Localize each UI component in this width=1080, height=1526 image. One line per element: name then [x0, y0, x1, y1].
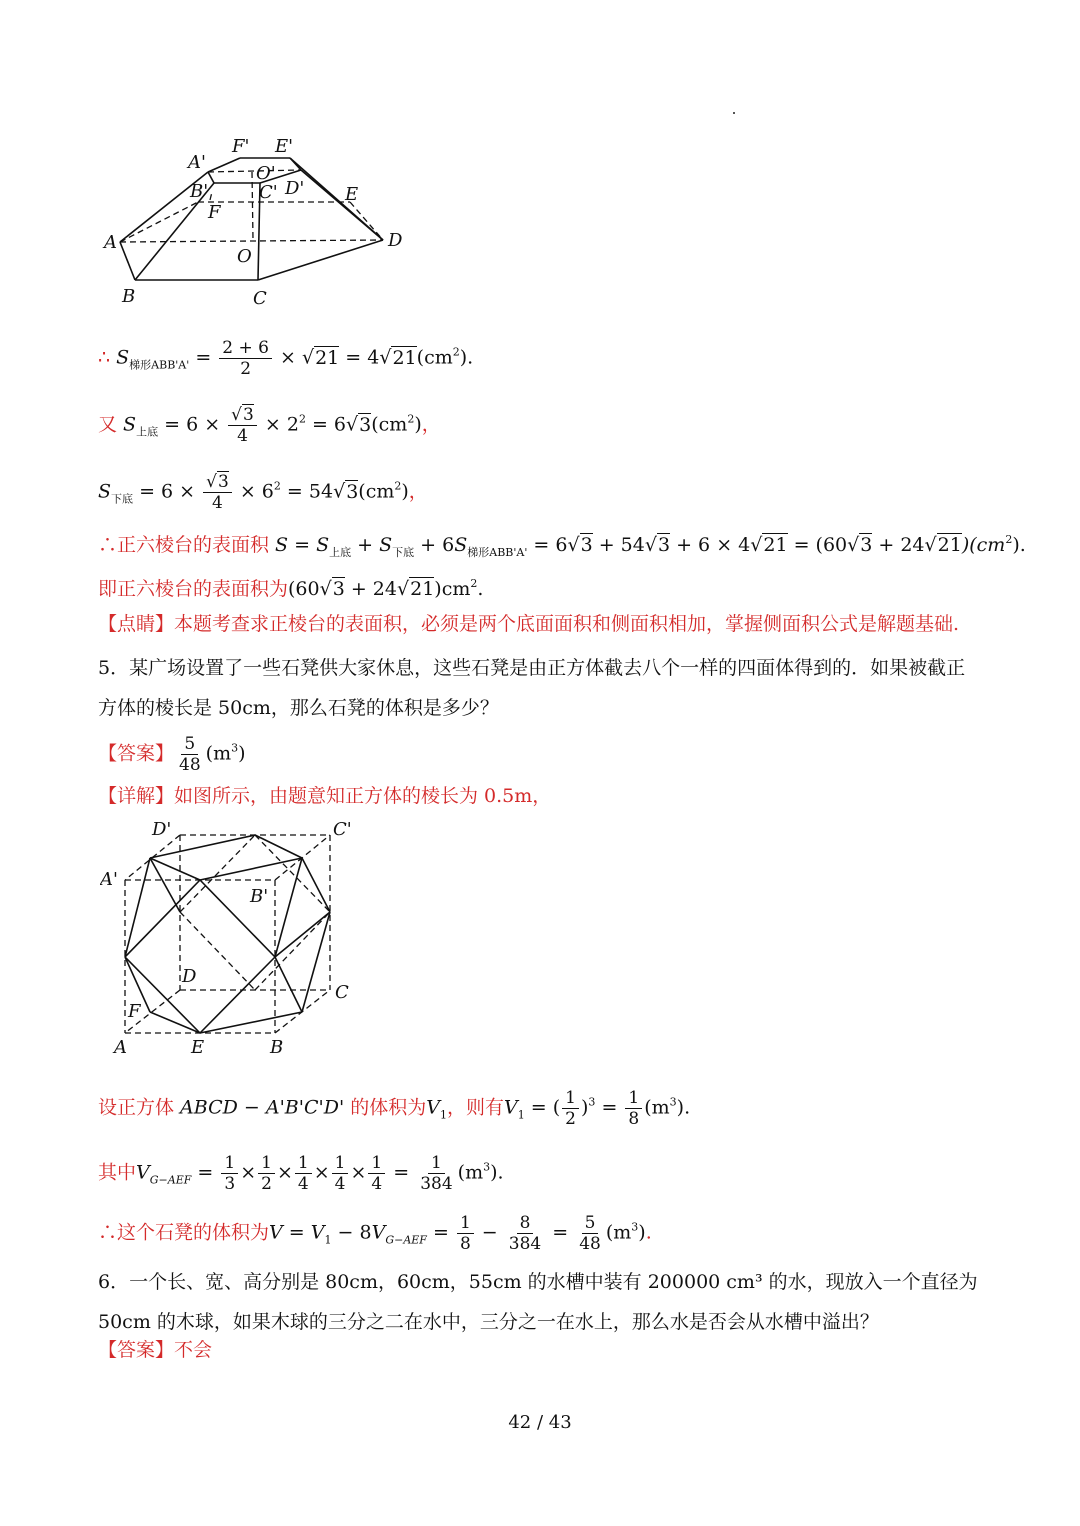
figure-label: F — [128, 1001, 141, 1022]
figure-label: A' — [188, 152, 206, 173]
figure-label: D — [182, 966, 197, 987]
figure-label: A — [114, 1037, 127, 1058]
solid-edge — [200, 957, 275, 1033]
figure-label: F — [208, 202, 221, 223]
solid-edge — [255, 835, 302, 858]
figure-label: D' — [285, 178, 305, 199]
hidden-edge — [252, 172, 253, 240]
stray-dot — [733, 112, 735, 114]
calc-stool-volume: ∴这个石凳的体积为$V = V_1 - 8V_{G-AEF}$ = $\frac{1}{8}$ − $\frac{8}{384}$ = $\frac{5}{48}$ $(m^3)$. — [98, 1213, 652, 1254]
cube-edge — [275, 835, 330, 880]
figure-label: B — [122, 286, 136, 307]
frustum-figure — [100, 130, 420, 315]
hidden-edge — [180, 835, 255, 912]
calc-top-base: 又 $S_{上底} = 6$ × $\frac{√3}{4}$ × $2^2 = 6√3(cm^2)$， — [98, 405, 441, 446]
figure-label: D — [388, 230, 403, 251]
solid-edge — [275, 858, 302, 957]
solid-edge — [125, 880, 200, 957]
figure-label: E — [345, 184, 359, 205]
calc-trapezoid-area: ∴ $S_{梯形ABB'A'}$ = $\frac{2 + 6}{2}$ × $√21 = 4√21(cm^2)$. — [98, 338, 474, 379]
hidden-edge — [120, 240, 383, 242]
hidden-edge — [120, 202, 198, 242]
figure-label: O — [237, 246, 252, 267]
figure-label: O' — [256, 163, 276, 184]
solid-edge — [150, 858, 180, 912]
truncated-cube-figure — [100, 815, 370, 1065]
figure-label: A' — [100, 869, 118, 890]
figure-label: B' — [250, 886, 269, 907]
edge — [120, 242, 135, 280]
edge — [208, 172, 214, 183]
solid-edge — [150, 1012, 200, 1033]
edge — [208, 158, 240, 172]
hidden-edge — [208, 170, 301, 172]
figure-label: E — [191, 1037, 205, 1058]
figure-label: D' — [152, 819, 172, 840]
figure-label: C' — [333, 819, 352, 840]
figure-label: A — [104, 232, 117, 253]
solid-edge — [275, 957, 302, 1012]
edge — [258, 240, 383, 280]
edge — [290, 158, 383, 240]
solid-edge — [125, 858, 150, 957]
figure-label: B — [270, 1037, 284, 1058]
calc-cube-volume: 设正方体 ABCD − A'B'C'D' 的体积为$V_1$，则有$V_1$ = ( $\frac{1}{2}$ )$^3$ = $\frac{1}{8}$ $(m^3)$. — [98, 1088, 691, 1129]
figure-label: C' — [259, 182, 278, 203]
solid-edge — [200, 858, 302, 880]
figure-label: C — [335, 982, 349, 1003]
detail-5: 【详解】如图所示，由题意知正方体的棱长为 0.5m， — [98, 785, 552, 807]
solid-edge — [200, 1012, 302, 1033]
question-5: 5．某广场设置了一些石凳供大家休息，这些石凳是由正方体截去八个一样的四面体得到的．如果被截正方体的棱长是 50cm，那么石凳的体积是多少？ — [98, 657, 966, 719]
figure-label: C — [253, 288, 267, 309]
calc-bottom-base: $S_{下底} = 6$ × $\frac{√3}{4}$ × $6^2 = 54√3(cm^2)$， — [98, 472, 428, 513]
solid-edge — [302, 912, 330, 1012]
hidden-edge — [210, 192, 212, 200]
solid-edge — [302, 858, 330, 912]
solid-edge — [150, 858, 200, 880]
question-6: 6．一个长、宽、高分别是 80cm，60cm，55cm 的水槽中装有 200000 cm³ 的水，现放入一个直径为 50cm 的木球，如果木球的三分之二在水中，三分之一在水上，那么水是否会从水槽中溢出？ — [98, 1271, 978, 1333]
solid-edge — [275, 912, 330, 957]
figure-label: B' — [190, 181, 209, 202]
hidden-edge — [350, 202, 383, 240]
figure-label: E' — [275, 136, 294, 157]
calc-tetrahedron-volume: 其中$V_{G-AEF}$ = $\frac{1}{3}$ × $\frac{1}{2}$ × $\frac{1}{4}$ × $\frac{1}{4}$ × $\frac{1}{4}$ = $\frac{1}{384}$ $(m^3)$. — [98, 1153, 504, 1194]
figure-label: F' — [232, 136, 250, 157]
page-number: 42 / 43 — [508, 1412, 572, 1433]
answer-6: 【答案】不会 — [98, 1339, 213, 1361]
calc-surface-area: ∴正六棱台的表面积 $S = S_{上底} + S_{下底} + 6S_{梯形ABB'A'} = 6√3 + 54√3 + 6 \times 4√21 = (60√3 + 24√21)(cm^2)$. — [98, 533, 1026, 559]
note-tip: 【点睛】本题考查求正棱台的表面积，必须是两个底面面积和侧面积相加，掌握侧面积公式是解题基础. — [98, 613, 960, 635]
calc-surface-result: 即正六棱台的表面积为$(60√3 + 24√21)cm^2$. — [98, 577, 484, 600]
answer-5: 【答案】 $\frac{5}{48}$ $(m^3)$ — [98, 734, 246, 775]
